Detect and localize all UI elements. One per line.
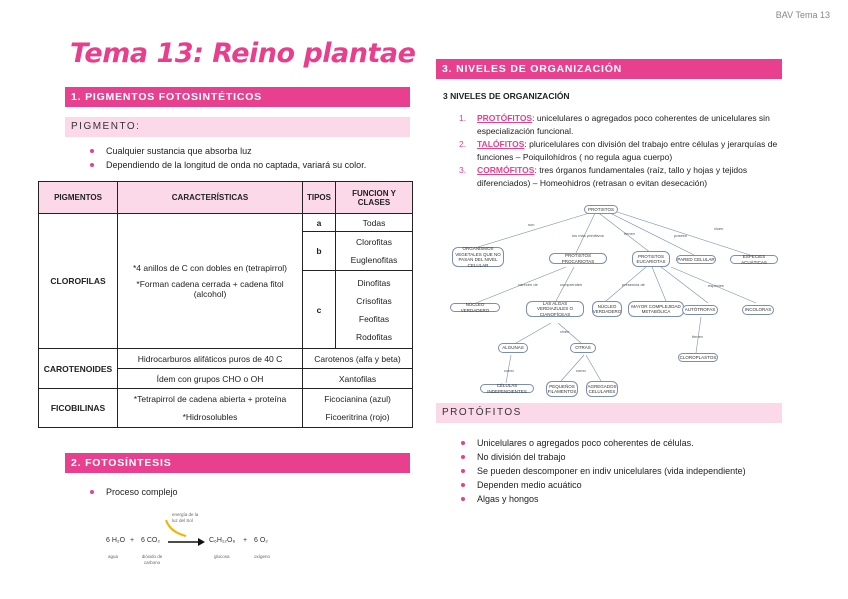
ficobilinas-char-2: *Hidrosolubles xyxy=(182,412,238,422)
node-algas-verdiazules: LAS ALGAS VERDIAZULES O CIANOFÍCEAS xyxy=(526,301,584,317)
tipo-c: c xyxy=(303,271,336,349)
node-nucleo-verdadero-2: NÚCLEO VERDADERO xyxy=(592,301,622,317)
node-otras: OTRAS xyxy=(570,343,596,353)
list-item: Algas y hongos xyxy=(457,492,787,506)
clorofilas-char-1: *4 anillos de C con dobles en (tetrapirrol) xyxy=(132,263,288,273)
edge-label: como xyxy=(504,368,514,373)
label-dioxido: dióxido de carbono xyxy=(141,554,163,565)
item-text: : unicelulares o agregados poco coherentes de unicelulares sin especialización funcional. xyxy=(477,113,770,136)
edge-label: son xyxy=(528,222,535,227)
list-item xyxy=(443,164,783,190)
clorofilas-char-2: *Forman cadena cerrada + cadena fitol (alcohol) xyxy=(136,279,284,299)
pigmento-bullets xyxy=(86,144,416,172)
item-number: 3. xyxy=(459,165,467,175)
ficobilinas-classes xyxy=(303,389,413,428)
carotenoides-char-1: Hidrocarburos alifáticos puros de 40 C xyxy=(118,349,303,369)
tipo-b: b xyxy=(303,232,336,271)
node-eucariotas: PROTISTOS EUCARIOTAS xyxy=(632,251,670,267)
label-oxigeno: oxígeno xyxy=(254,554,271,559)
node-especies-acuaticas: ESPECIES ACUÁTICAS xyxy=(730,255,778,264)
table-header: CARACTERÍSTICAS xyxy=(118,182,303,214)
list-item: Proceso complejo xyxy=(86,485,386,499)
term-talofitos: TALÓFITOS xyxy=(477,139,525,149)
list-item xyxy=(443,112,783,138)
table-header: FUNCION Y CLASES xyxy=(336,182,413,214)
edge-label: tienen xyxy=(624,231,635,236)
clase-c-4: Rodofitas xyxy=(356,331,392,342)
product-oxygen: 6 O₂ xyxy=(254,537,268,544)
row-clorofilas: CLOROFILAS xyxy=(39,214,118,349)
table-header: PIGMENTOS xyxy=(39,182,118,214)
carotenoides-class-2: Xantofilas xyxy=(303,369,413,389)
list-item xyxy=(443,138,783,164)
ficobilinas-char-1: *Tetrapirrol de cadena abierta + proteína xyxy=(133,394,287,404)
node-pared-celular: PARED CELULAR xyxy=(676,255,716,264)
edge-label: especies xyxy=(708,283,724,288)
edge-label: comprenden xyxy=(560,282,583,287)
edge-label: tienen xyxy=(692,334,703,339)
section-1-heading: 1. PIGMENTOS FOTOSINTÉTICOS xyxy=(65,87,410,107)
plus-1: + xyxy=(130,537,135,544)
list-item: No división del trabajo xyxy=(457,450,787,464)
node-protistos: PROTISTOS xyxy=(584,205,618,214)
product-glucose: C₆H₁₂O₆ xyxy=(209,537,236,544)
edge-label: los más primitivos xyxy=(572,233,604,238)
node-cloroplastos: CLOROPLASTOS xyxy=(678,353,718,362)
page-title: Tema 13: Reino plantae xyxy=(70,38,416,69)
list-item: Dependen medio acuático xyxy=(457,478,787,492)
clase-c-3: Feofitas xyxy=(358,313,390,324)
item-text: : pluricelulares con división del trabajo entre células y jerarquías de funciones – Poiquilohídros ( no regula agua cuerpo) xyxy=(477,139,778,162)
edge-label: como xyxy=(576,368,586,373)
node-organismos-vegetales: ORGANISMOS VEGETALES QUE NO PASAN DEL NIVEL CELULAR xyxy=(452,247,504,267)
row-ficobilinas: FICOBILINAS xyxy=(39,389,118,428)
fotosintesis-bullets xyxy=(86,485,386,499)
clase-c-2: Crisofitas xyxy=(356,295,392,306)
list-item: Unicelulares o agregados poco coherentes de células. xyxy=(457,436,787,450)
node-procariotas: PROTISTOS PROCARIOTAS xyxy=(549,253,607,264)
carotenoides-char-2: Ídem con grupos CHO o OH xyxy=(118,369,303,389)
node-agregados-celulares: AGREGADOS CELULARES xyxy=(586,381,618,397)
pigmento-label: PIGMENTO: xyxy=(65,117,410,137)
ficobilinas-class-1: Ficocianina (azul) xyxy=(324,394,391,404)
label-glucosa: glucosa xyxy=(214,554,230,559)
clorofilas-characteristics xyxy=(118,214,303,349)
niveles-subheading: 3 NIVELES DE ORGANIZACIÓN xyxy=(443,91,570,101)
pigments-table xyxy=(38,181,413,428)
reactant-water: 6 H₂O xyxy=(106,537,126,544)
reaction-arrow-icon xyxy=(168,537,206,547)
clase-b-2: Euglenofitas xyxy=(350,255,398,265)
plus-2: + xyxy=(243,537,248,544)
item-number: 2. xyxy=(459,139,467,149)
tipo-a: a xyxy=(303,214,336,232)
section-3-heading: 3. NIVELES DE ORGANIZACIÓN xyxy=(436,59,782,79)
list-item: Cualquier sustancia que absorba luz xyxy=(86,144,416,158)
edge-label: poseen xyxy=(674,233,688,238)
item-number: 1. xyxy=(459,113,467,123)
clases-c xyxy=(336,271,413,349)
niveles-list xyxy=(443,112,783,190)
table-header: TIPOS xyxy=(303,182,336,214)
node-pequenos-filamentos: PEQUEÑOS FILAMENTOS xyxy=(546,381,578,397)
node-nucleo-verdadero: NÚCLEO VERDADERO xyxy=(450,303,500,312)
edge-label: viven xyxy=(714,226,724,231)
edge-label: viven xyxy=(560,329,570,334)
item-text: : tres órganos fundamentales (raíz, tallo y hojas y tejidos diferenciados) – Homeohidros (retrasan o evitan desecación) xyxy=(477,165,748,188)
protistos-concept-map xyxy=(446,203,782,401)
carotenoides-class-1: Carotenos (alfa y beta) xyxy=(303,349,413,369)
label-agua: agua xyxy=(108,554,119,559)
clase-b-1: Clorofitas xyxy=(356,237,392,247)
node-autotrofas: AUTÓTROFAS xyxy=(682,305,718,315)
list-item: Se pueden descomponer en indiv unicelulares (vida independiente) xyxy=(457,464,787,478)
clase-a: Todas xyxy=(336,214,413,232)
clase-c-1: Dinofitas xyxy=(357,277,391,288)
ficobilinas-class-2: Ficoeritrina (rojo) xyxy=(325,412,390,422)
protofitos-label: PROTÓFITOS xyxy=(436,403,782,423)
running-header: BAV Tema 13 xyxy=(775,10,830,20)
edge-label: carecen de xyxy=(518,282,538,287)
term-cormofitos: CORMÓFITOS xyxy=(477,165,535,175)
edge-label: presencia de xyxy=(622,282,645,287)
section-2-heading: 2. FOTOSÍNTESIS xyxy=(65,453,410,473)
ficobilinas-characteristics xyxy=(118,389,303,428)
node-incoloras: INCOLORAS xyxy=(742,305,774,315)
energy-label: energía de la luz del Sol xyxy=(172,512,199,523)
clases-b xyxy=(336,232,413,271)
term-protofitos: PROTÓFITOS xyxy=(477,113,533,123)
list-item: Dependiendo de la longitud de onda no captada, variará su color. xyxy=(86,158,416,172)
node-mayor-complejidad: MAYOR COMPLEJIDAD METABÓLICA xyxy=(628,301,684,317)
reactant-co2: 6 CO₂ xyxy=(141,537,161,544)
node-algunas: ALGUNAS xyxy=(498,343,528,353)
node-celulas-independientes: CÉLULAS INDEPENDIENTES xyxy=(480,384,534,393)
row-carotenoides: CAROTENOIDES xyxy=(39,349,118,389)
protofitos-bullets xyxy=(457,436,787,506)
